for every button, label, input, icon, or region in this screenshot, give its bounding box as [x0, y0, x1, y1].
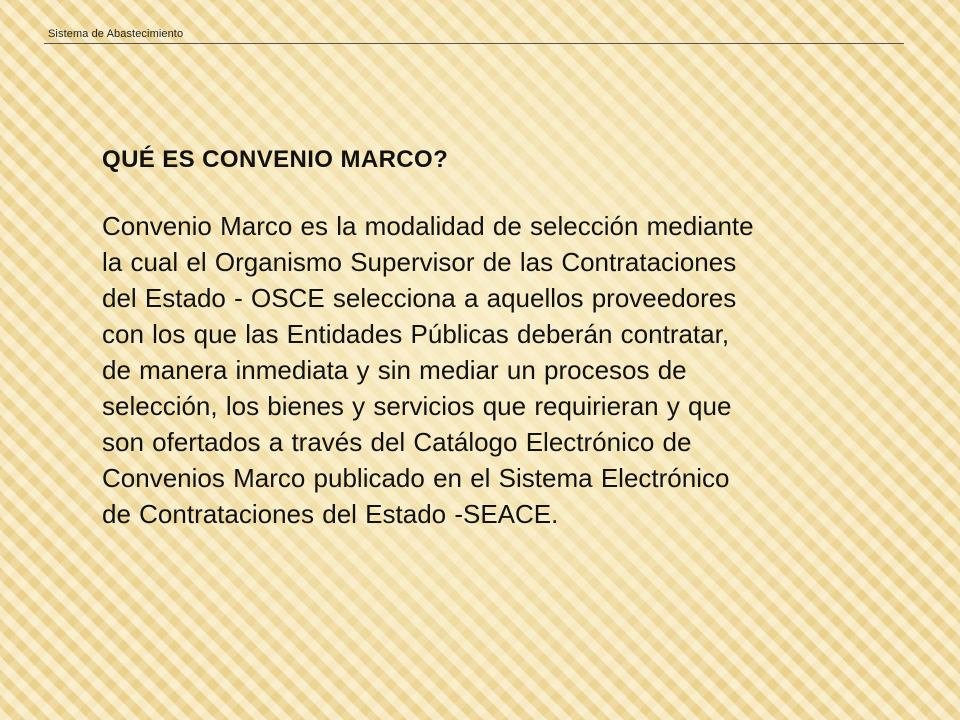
body-line: de manera inmediata y sin mediar un procesos de [102, 355, 687, 385]
body-line: son ofertados a través del Catálogo Electrónico de [102, 427, 692, 457]
body-line: con los que las Entidades Públicas deberán contratar, [102, 319, 730, 349]
header-label: Sistema de Abastecimiento [48, 28, 184, 40]
body-line: Convenio Marco es la modalidad de selección mediante [102, 211, 754, 241]
body-line: de Contrataciones del Estado -SEACE. [102, 499, 559, 529]
slide-title: QUÉ ES CONVENIO MARCO? [102, 146, 449, 173]
slide-body [102, 208, 902, 532]
slide-content [102, 146, 902, 532]
body-line: la cual el Organismo Supervisor de las Contrataciones [102, 247, 737, 277]
header-divider [44, 43, 904, 44]
body-line: selección, los bienes y servicios que requirieran y que [102, 391, 732, 421]
body-line: del Estado - OSCE selecciona a aquellos proveedores [102, 283, 737, 313]
body-line: Convenios Marco publicado en el Sistema Electrónico [102, 463, 730, 493]
